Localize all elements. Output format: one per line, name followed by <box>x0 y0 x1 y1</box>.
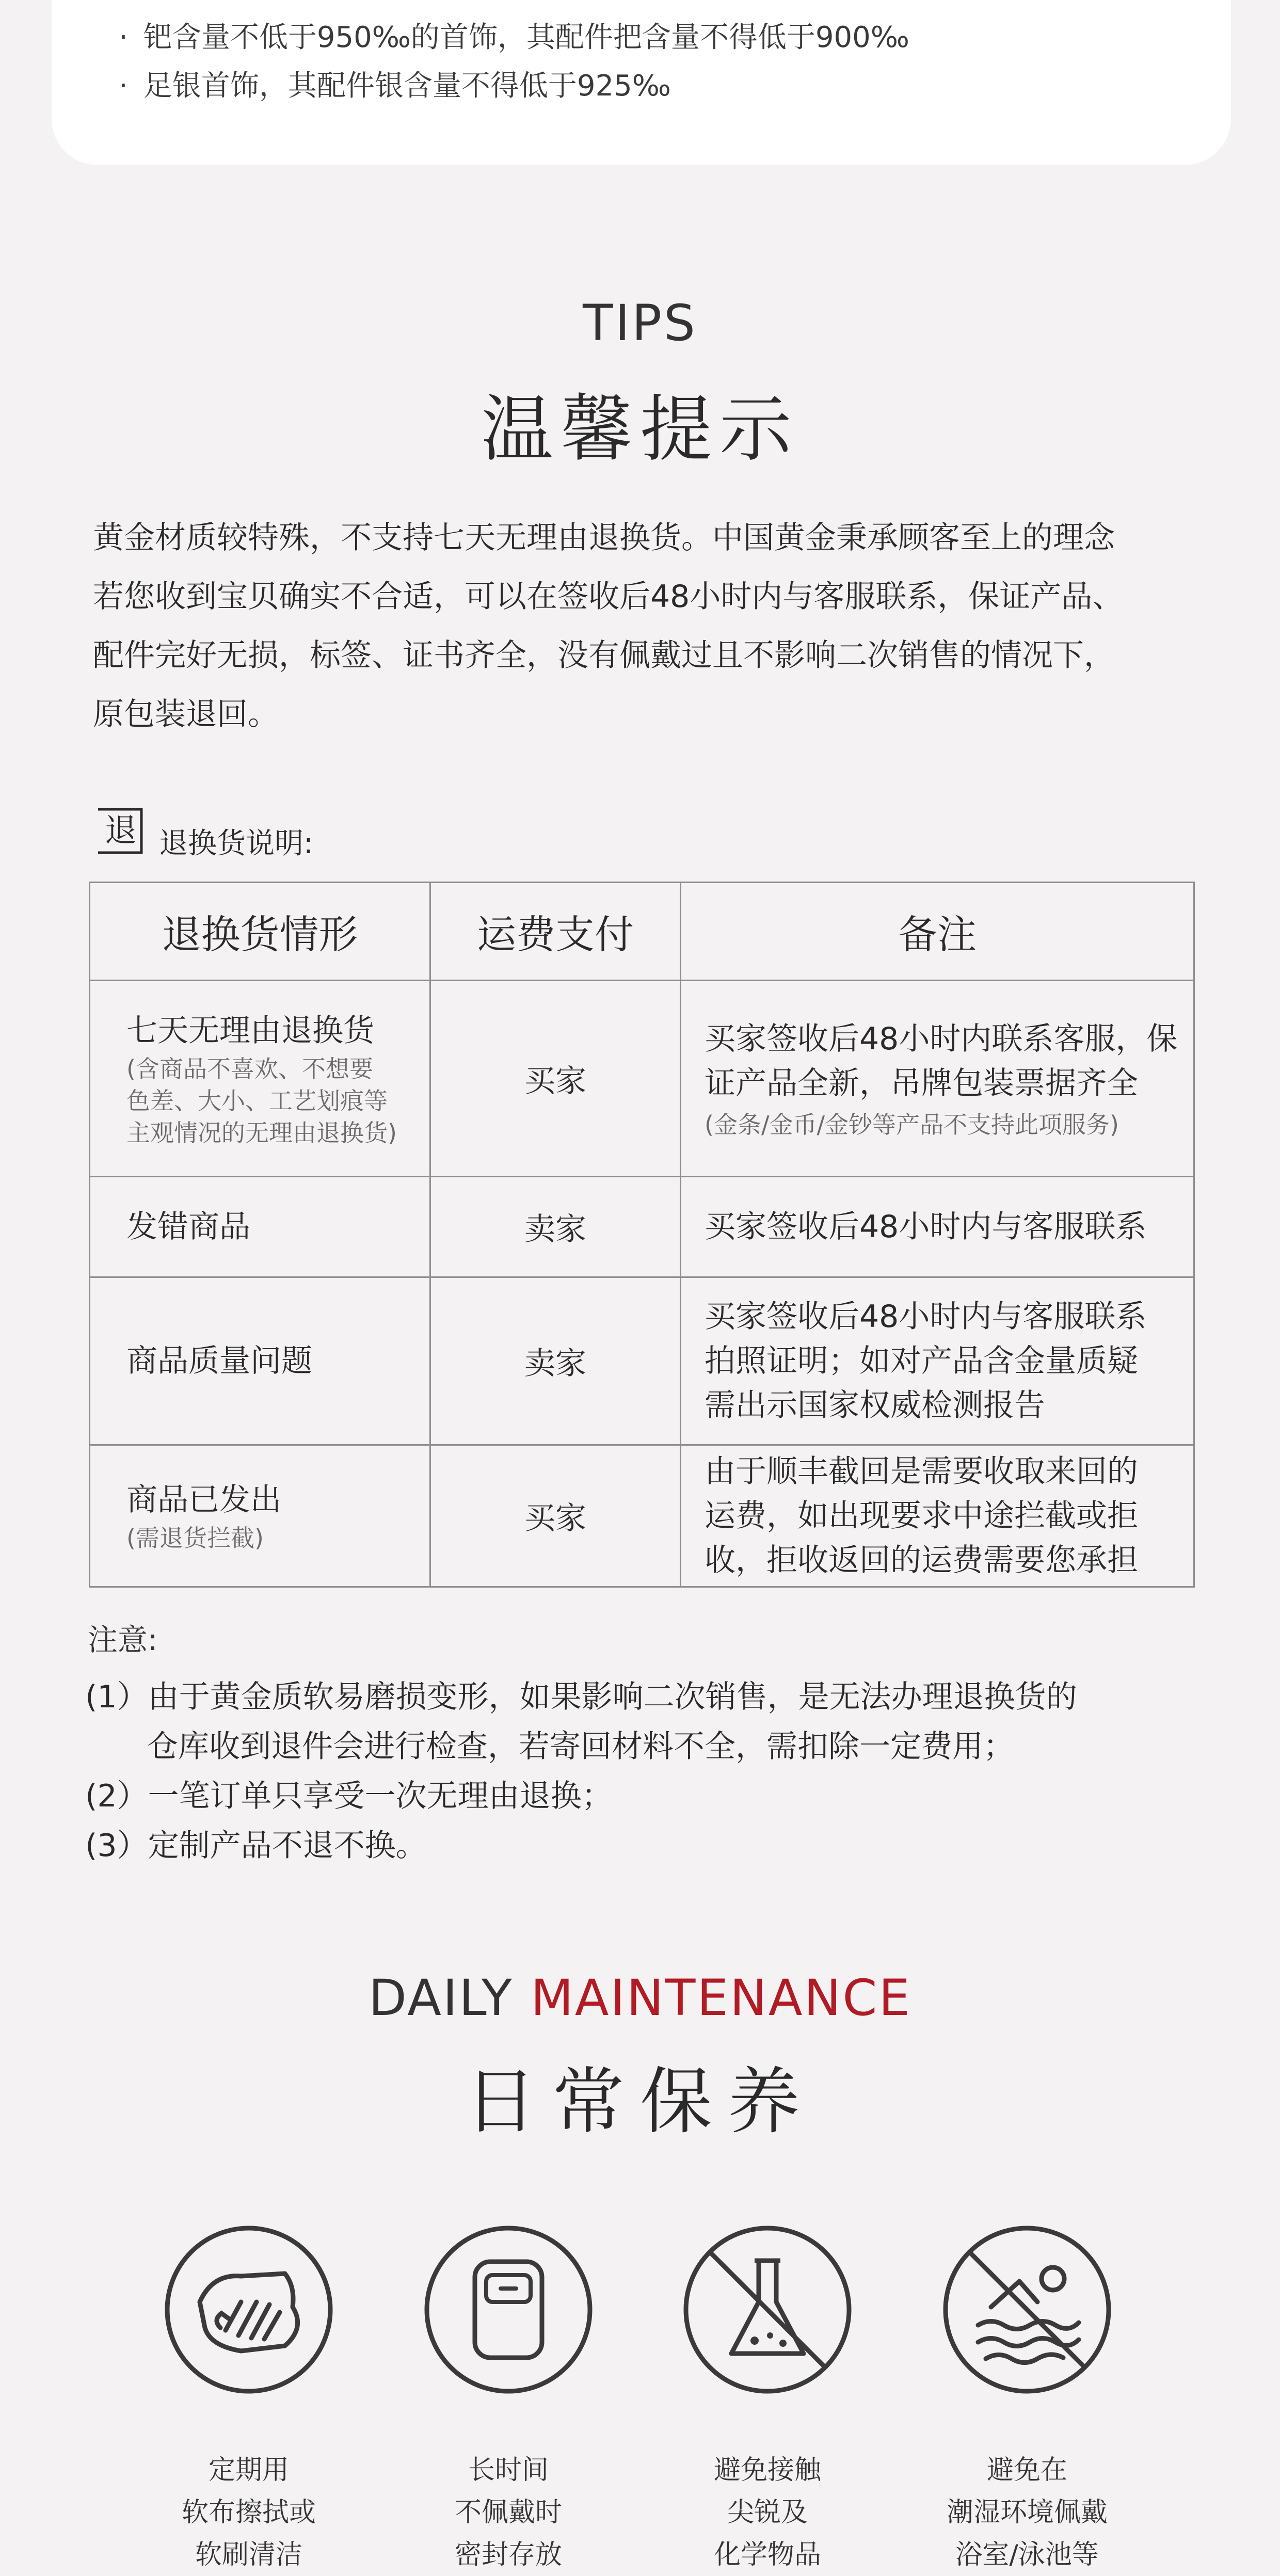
note-cell: 由于顺丰截回是需要收取来回的 运费，如出现要求中途拦截或拒 收，拒收返回的运费需要您承担 <box>681 1445 1194 1587</box>
note-cell: 买家签收后48小时内与客服联系 <box>681 1177 1194 1277</box>
note-item: (3）定制产品不退不换。 <box>85 1828 427 1864</box>
care-text: 避免接触 尖锐及 化学物品 <box>713 2455 821 2570</box>
table-row <box>90 981 1194 1177</box>
tips-title-en: TIPS <box>583 294 697 352</box>
note-item-continued: 仓库收到退件会进行检查，若寄回材料不全，需扣除一定费用； <box>147 1729 1014 1765</box>
payer-cell: 买家 <box>430 1445 681 1587</box>
tips-paragraph: 黄金材质较特殊，不支持七天无理由退换货。中国黄金秉承顾客至上的理念 若您收到宝贝确实不合适，可以在签收后48小时内与客服联系，保证产品、 配件完好无损，标签、证书齐全，没有佩戴过且不影响二次销售的情况下， 原包装退回。 <box>93 520 1124 732</box>
maintenance-title-en: DAILY MAINTENANCE <box>368 1969 911 2027</box>
note-item: (1）由于黄金质软易磨损变形，如果影响二次销售，是无法办理退换货的 <box>85 1679 1077 1715</box>
case-cell: 商品质量问题 <box>90 1277 430 1445</box>
payer-cell: 卖家 <box>430 1277 681 1445</box>
table-header-row <box>90 883 1194 981</box>
table-row <box>90 1445 1194 1587</box>
cloth-wipe-icon <box>164 2225 334 2395</box>
table-row <box>90 1277 1194 1445</box>
care-item-cloth <box>164 2225 334 2576</box>
case-cell: 发错商品 <box>90 1177 430 1277</box>
care-text: 长时间 不佩戴时 密封存放 <box>454 2455 562 2570</box>
tips-title-cn: 温馨提示 <box>481 388 799 472</box>
notes-title: 注意: <box>88 1622 158 1657</box>
care-item-sealed <box>423 2225 594 2576</box>
header-note: 备注 <box>681 883 1194 981</box>
care-text: 避免在 潮湿环境佩戴 浴室/泳池等 <box>946 2455 1108 2570</box>
case-cell: 商品已发出 (需退货拦截) <box>90 1445 430 1587</box>
returns-table <box>89 882 1195 1588</box>
case-cell: 七天无理由退换货 (含商品不喜欢、不想要 色差、大小、工艺划痕等 主观情况的无理由退换货) <box>90 981 430 1177</box>
bullet-silver: · 足银首饰，其配件银含量不得低于925‰ <box>119 69 671 103</box>
bullet-palladium: · 钯含量不低于950‰的首饰，其配件把含量不得低于900‰ <box>119 21 909 54</box>
maintenance-title-cn: 日常保养 <box>464 2060 815 2144</box>
payer-cell: 买家 <box>430 981 681 1177</box>
no-swimming-icon <box>942 2225 1112 2395</box>
return-icon <box>94 805 146 857</box>
header-payer: 运费支付 <box>430 883 681 981</box>
notes-list <box>85 1672 1077 1870</box>
note-cell: 买家签收后48小时内与客服联系 拍照证明；如对产品含金量质疑 需出示国家权威检测报告 <box>681 1277 1194 1445</box>
header-case: 退换货情形 <box>90 883 430 981</box>
sealed-box-icon <box>423 2225 594 2395</box>
table-row <box>90 1177 1194 1277</box>
note-cell: 买家签收后48小时内联系客服，保 证产品全新，吊牌包装票据齐全 (金条/金币/金钞等产品不支持此项服务) <box>681 981 1194 1177</box>
return-label: 退换货说明: <box>159 827 313 860</box>
note-item: (2）一笔订单只享受一次无理由退换； <box>85 1778 613 1814</box>
care-item-chemicals <box>682 2225 853 2576</box>
payer-cell: 卖家 <box>430 1177 681 1277</box>
care-text: 定期用 软布擦拭或 软刷清洁 <box>181 2455 316 2570</box>
svg-text:退: 退 <box>104 811 137 849</box>
care-item-swimming <box>942 2225 1112 2576</box>
no-chemicals-icon <box>682 2225 853 2395</box>
